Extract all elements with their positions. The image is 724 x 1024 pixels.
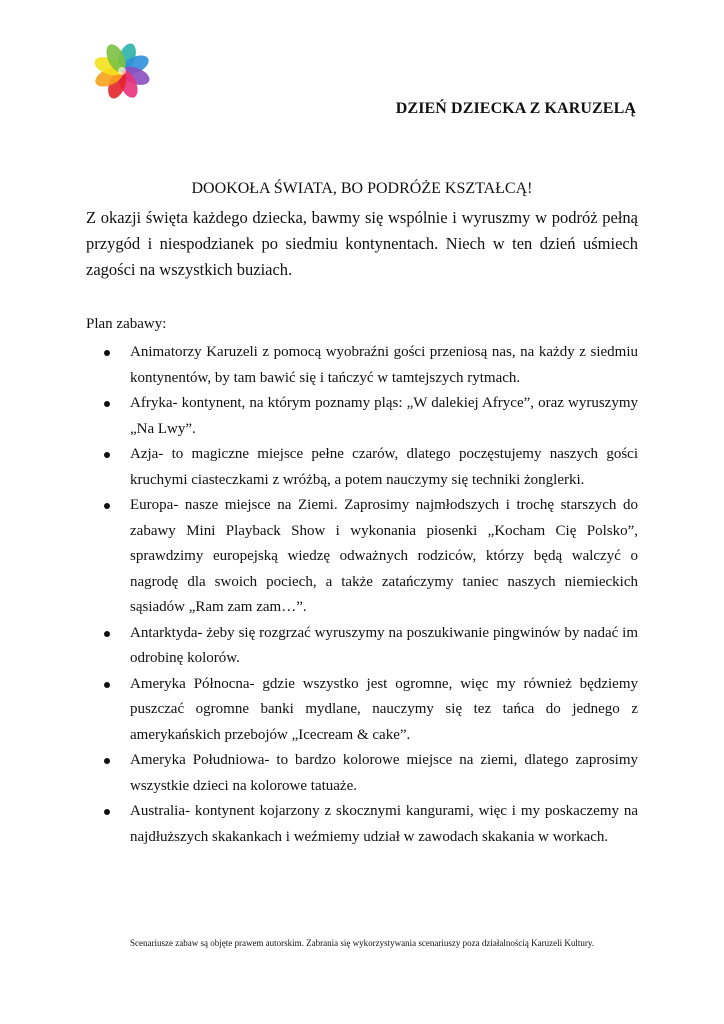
bullet-icon — [104, 350, 110, 356]
list-item — [100, 672, 638, 749]
intro-paragraph: Z okazji święta każdego dziecka, bawmy się wspólnie i wyruszmy w podróż pełną przygód i niespodzianek po siedmiu kontynentach. Niech w ten dzień uśmiech zagości na wszystkich buziach. — [86, 208, 638, 279]
list-item — [100, 493, 638, 621]
list-item-text: Ameryka Południowa- to bardzo kolorowe miejsce na ziemi, dlatego zaprosimy wszystkie dzieci na kolorowe tatuaże. — [130, 752, 638, 794]
list-item — [100, 340, 638, 391]
subtitle: DOOKOŁA ŚWIATA, BO PODRÓŻE KSZTAŁCĄ! — [191, 180, 533, 197]
bullet-icon — [104, 503, 110, 509]
bullet-icon — [104, 809, 110, 815]
plan-label: Plan zabawy: — [86, 316, 167, 332]
list-item-text: Animatorzy Karuzeli z pomocą wyobraźni gości przeniosą nas, na każdy z siedmiu kontynentów, by tam bawić się i tańczyć w tamtejszych rytmach. — [130, 344, 638, 386]
list-item-text: Australia- kontynent kojarzony z skocznymi kangurami, więc i my poskaczemy na najdłuższych skakankach i weźmiemy udział w zawodach skakania w workach. — [130, 803, 638, 845]
list-item — [100, 621, 638, 672]
list-item — [100, 799, 638, 850]
bullet-icon — [104, 682, 110, 688]
bullet-icon — [104, 758, 110, 764]
list-item — [100, 442, 638, 493]
list-item-text: Antarktyda- żeby się rozgrzać wyruszymy na poszukiwanie pingwinów by nadać im odrobinę kolorów. — [130, 624, 638, 666]
list-item-text: Azja- to magiczne miejsce pełne czarów, dlatego poczęstujemy naszych gości kruchymi ciasteczkami z wróżbą, a potem nauczymy się techniki żonglerki. — [130, 446, 638, 488]
karuzela-logo — [89, 40, 155, 102]
bullet-icon — [104, 452, 110, 458]
list-item — [100, 391, 638, 442]
list-item — [100, 748, 638, 799]
list-item-text: Afryka- kontynent, na którym poznamy pląs: „W dalekiej Afryce”, oraz wyruszymy „Na Lwy”. — [130, 395, 638, 437]
page-title: DZIEŃ DZIECKA Z KARUZELĄ — [395, 100, 636, 117]
list-item-text: Europa- nasze miejsce na Ziemi. Zaprosimy najmłodszych i trochę starszych do zabawy Mini Playback Show i wykonania piosenki „Kocham Cię Polsko”, sprawdzimy europejską wiedzę odważnych rodziców, którzy będą walczyć o nagrodę dla swoich pociech, a także zatańczymy taniec naszych niemieckich sąsiadów „Ram zam zam…”. — [130, 497, 638, 615]
footer-copyright: Scenariusze zabaw są objęte prawem autorskim. Zabrania się wykorzystywania scenariuszy poza działalnością Karuzeli Kultury. — [130, 938, 594, 948]
plan-list — [100, 340, 638, 850]
logo-petals — [92, 41, 152, 101]
list-item-text: Ameryka Północna- gdzie wszystko jest ogromne, więc my również będziemy puszczać ogromne banki mydlane, nauczymy się tez tańca do jednego z amerykańskich przebojów „Icecream & cake”. — [130, 675, 638, 743]
bullet-icon — [104, 401, 110, 407]
bullet-icon — [104, 631, 110, 637]
